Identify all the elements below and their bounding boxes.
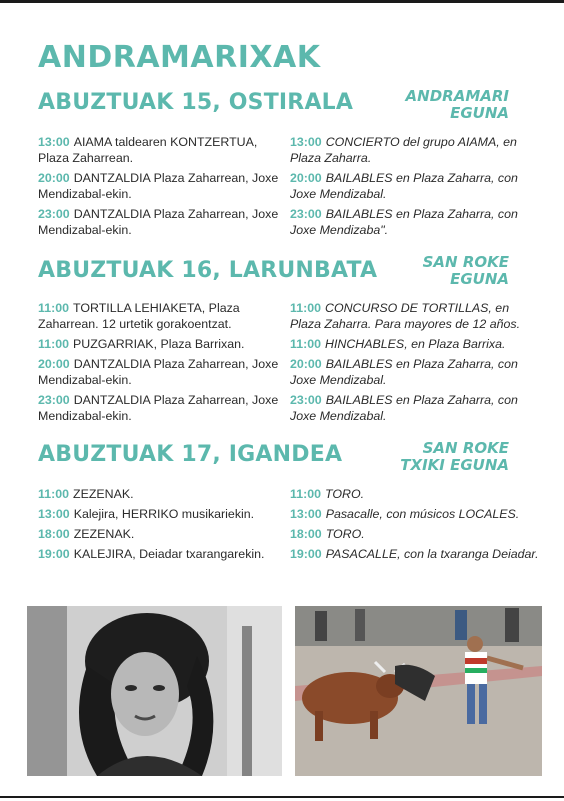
entry-time: 11:00 bbox=[38, 487, 70, 501]
entry-time: 11:00 bbox=[38, 337, 70, 351]
day-heading-3: ABUZTUAK 17, IGANDEA bbox=[38, 442, 343, 467]
entry-time: 20:00 bbox=[290, 357, 322, 371]
schedule-entry bbox=[38, 300, 283, 332]
day-heading-2: ABUZTUAK 16, LARUNBATA bbox=[38, 258, 378, 283]
entry-time: 13:00 bbox=[290, 135, 322, 149]
entry-time: 18:00 bbox=[38, 527, 70, 541]
portrait-illustration bbox=[27, 606, 282, 776]
day-2-basque-column bbox=[38, 300, 283, 428]
schedule-entry bbox=[38, 170, 283, 202]
entry-text: PASACALLE, con la txaranga Deiadar. bbox=[325, 547, 539, 561]
entry-text: DANTZALDIA Plaza Zaharrean, Joxe Mendizabal-ekin. bbox=[38, 207, 279, 237]
entry-time: 20:00 bbox=[290, 171, 322, 185]
entry-time: 23:00 bbox=[290, 207, 322, 221]
day-tag-2-line-2: EGUNA bbox=[450, 270, 509, 288]
entry-text: AIAMA taldearen KONTZERTUA, Plaza Zaharrean. bbox=[38, 135, 258, 165]
bull-run-illustration bbox=[295, 606, 542, 776]
entry-text: BAILABLES en Plaza Zaharra, con Joxe Mendizaba". bbox=[290, 207, 518, 237]
schedule-entry bbox=[290, 506, 540, 522]
schedule-entry bbox=[290, 356, 540, 388]
schedule-entry bbox=[38, 392, 283, 424]
bull-run-photo bbox=[295, 606, 542, 776]
day-heading-1: ABUZTUAK 15, OSTIRALA bbox=[38, 90, 354, 115]
schedule-entry bbox=[38, 134, 283, 166]
schedule-entry bbox=[290, 170, 540, 202]
entry-text: DANTZALDIA Plaza Zaharrean, Joxe Mendizabal-ekin. bbox=[38, 357, 279, 387]
entry-text: CONCURSO DE TORTILLAS, en Plaza Zaharra. Para mayores de 12 años. bbox=[290, 301, 521, 331]
entry-time: 23:00 bbox=[290, 393, 322, 407]
entry-text: PUZGARRIAK, Plaza Barrixan. bbox=[73, 337, 245, 351]
entry-text: ZEZENAK. bbox=[73, 527, 135, 541]
entry-time: 20:00 bbox=[38, 171, 70, 185]
entry-text: Kalejira, HERRIKO musikariekin. bbox=[73, 507, 255, 521]
schedule-entry bbox=[290, 392, 540, 424]
entry-text: DANTZALDIA Plaza Zaharrean, Joxe Mendizabal-ekin. bbox=[38, 171, 279, 201]
bottom-border bbox=[0, 796, 564, 798]
entry-time: 13:00 bbox=[38, 507, 70, 521]
entry-text: Pasacalle, con músicos LOCALES. bbox=[325, 507, 520, 521]
entry-time: 13:00 bbox=[290, 507, 322, 521]
schedule-entry bbox=[290, 526, 540, 542]
entry-time: 11:00 bbox=[290, 487, 322, 501]
entry-text: BAILABLES en Plaza Zaharra, con Joxe Mendizabal. bbox=[290, 393, 518, 423]
schedule-entry bbox=[38, 526, 283, 542]
entry-text: DANTZALDIA Plaza Zaharrean, Joxe Mendizabal-ekin. bbox=[38, 393, 279, 423]
day-tag-1 bbox=[406, 88, 509, 122]
page-title: ANDRAMARIXAK bbox=[38, 40, 321, 75]
day-tag-1-line-2: EGUNA bbox=[450, 104, 509, 122]
entry-text: HINCHABLES, en Plaza Barrixa. bbox=[325, 337, 506, 351]
entry-time: 11:00 bbox=[290, 337, 322, 351]
top-border bbox=[0, 0, 564, 3]
entry-time: 20:00 bbox=[38, 357, 70, 371]
entry-text: BAILABLES en Plaza Zaharra, con Joxe Mendizabal. bbox=[290, 171, 518, 201]
entry-time: 23:00 bbox=[38, 393, 70, 407]
schedule-entry bbox=[290, 336, 540, 352]
day-3-basque-column bbox=[38, 486, 283, 566]
entry-text: TORO. bbox=[325, 487, 365, 501]
entry-text: TORO. bbox=[325, 527, 365, 541]
schedule-entry bbox=[38, 206, 283, 238]
schedule-entry bbox=[38, 506, 283, 522]
day-tag-1-line-1: ANDRAMARI bbox=[405, 87, 509, 105]
entry-time: 11:00 bbox=[290, 301, 322, 315]
day-tag-2-line-1: SAN ROKE bbox=[422, 253, 509, 271]
entry-time: 11:00 bbox=[38, 301, 70, 315]
day-tag-3-line-1: SAN ROKE bbox=[422, 439, 509, 457]
entry-text: BAILABLES en Plaza Zaharra, con Joxe Mendizabal. bbox=[290, 357, 518, 387]
entry-time: 19:00 bbox=[38, 547, 70, 561]
entry-time: 13:00 bbox=[38, 135, 70, 149]
day-tag-3 bbox=[400, 440, 509, 474]
entry-text: ZEZENAK. bbox=[73, 487, 134, 501]
schedule-entry bbox=[290, 134, 540, 166]
entry-text: KALEJIRA, Deiadar txarangarekin. bbox=[73, 547, 265, 561]
day-1-basque-column bbox=[38, 134, 283, 242]
schedule-entry bbox=[38, 336, 283, 352]
schedule-entry bbox=[38, 546, 283, 562]
singer-portrait-photo bbox=[27, 606, 282, 776]
schedule-entry bbox=[290, 486, 540, 502]
schedule-entry bbox=[290, 300, 540, 332]
schedule-entry bbox=[290, 546, 540, 562]
day-tag-3-line-2: TXIKI EGUNA bbox=[400, 456, 509, 474]
day-3-spanish-column bbox=[290, 486, 540, 566]
entry-time: 19:00 bbox=[290, 547, 322, 561]
entry-time: 23:00 bbox=[38, 207, 70, 221]
day-tag-2 bbox=[423, 254, 509, 288]
schedule-entry bbox=[38, 356, 283, 388]
day-1-spanish-column bbox=[290, 134, 540, 242]
entry-text: TORTILLA LEHIAKETA, Plaza Zaharrean. 12 urtetik gorakoentzat. bbox=[38, 301, 240, 331]
schedule-entry bbox=[38, 486, 283, 502]
schedule-entry bbox=[290, 206, 540, 238]
entry-text: CONCIERTO del grupo AIAMA, en Plaza Zaharra. bbox=[290, 135, 517, 165]
day-2-spanish-column bbox=[290, 300, 540, 428]
entry-time: 18:00 bbox=[290, 527, 322, 541]
